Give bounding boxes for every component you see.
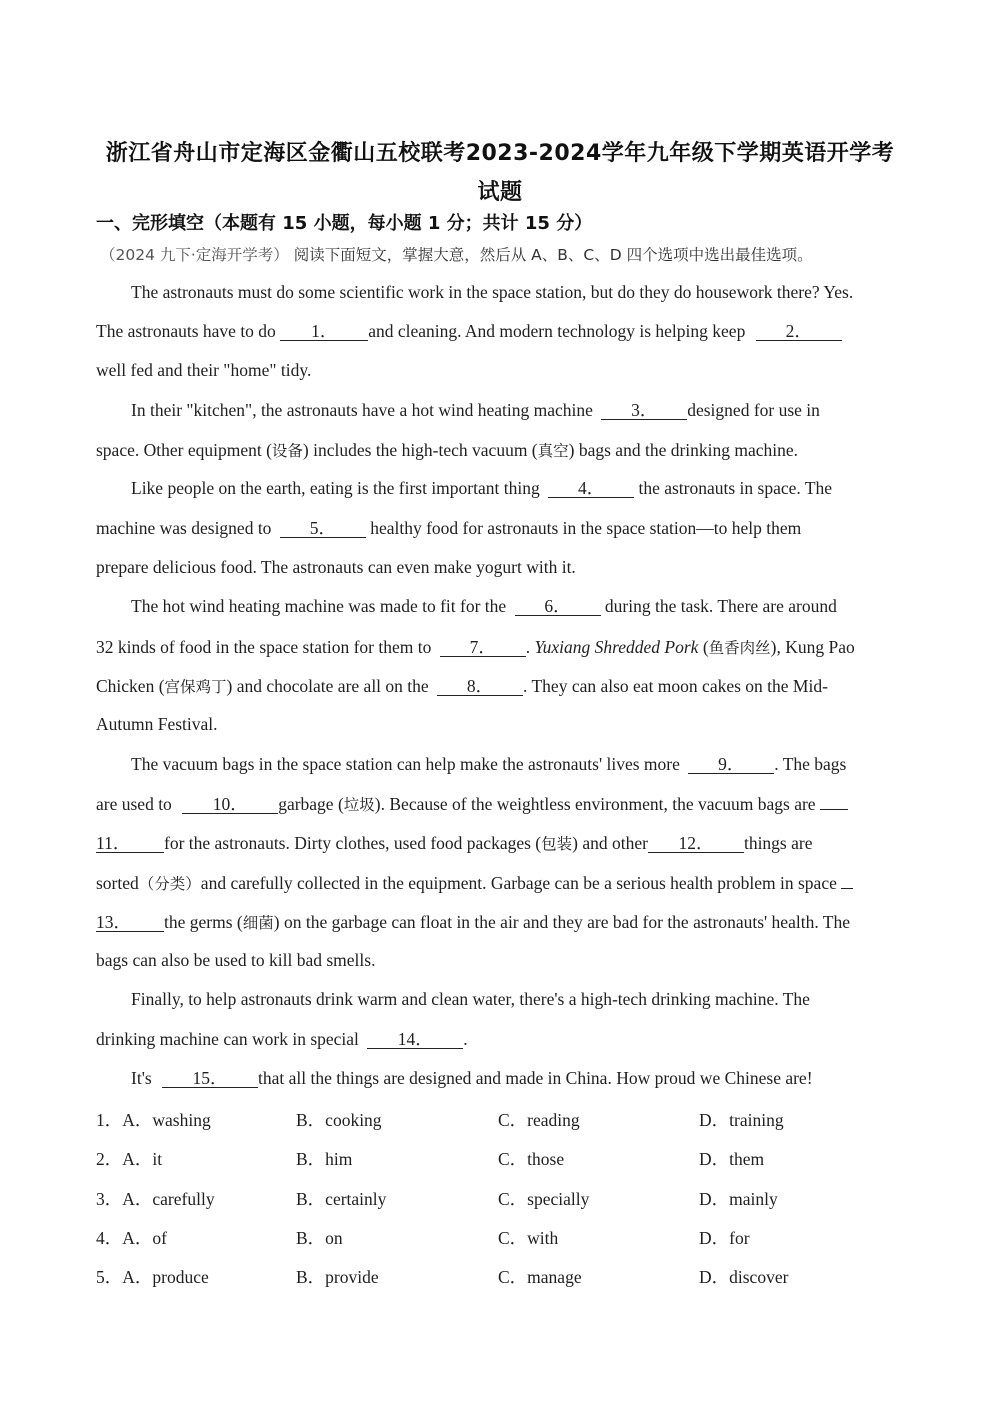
answer-blank-7[interactable]: 7．: [440, 638, 526, 657]
answer-blank-11-lead: [820, 809, 848, 810]
answer-blank-3[interactable]: 3．: [601, 401, 687, 420]
passage-text: (: [698, 637, 709, 657]
option-c[interactable]: C．manage: [498, 1267, 582, 1287]
passage-line: [96, 950, 375, 971]
passage-line: [131, 1068, 813, 1089]
answer-blank-12[interactable]: 12．: [648, 834, 744, 853]
passage-text: The vacuum bags in the space station can help make the astronauts' lives more: [131, 754, 685, 774]
passage-text: bags can also be used to kill bad smells.: [96, 950, 376, 970]
passage-line: [131, 596, 837, 617]
passage-text: 32 kinds of food in the space station for them to: [96, 637, 436, 657]
passage-line: [96, 1029, 468, 1050]
question-source: （2024 九下·定海开学考）: [100, 246, 289, 264]
chinese-gloss: 包装: [541, 835, 573, 853]
passage-text: The astronauts must do some scientific work in the space station, but do they do housework there? Yes.: [131, 282, 854, 302]
chinese-gloss: 垃圾: [343, 796, 375, 814]
passage-text: Chicken (: [96, 676, 165, 696]
chinese-gloss: 宫保鸡丁: [164, 678, 227, 696]
passage-line: [96, 360, 311, 381]
passage-line: [96, 321, 842, 342]
question-options-2: [96, 1146, 956, 1170]
option-b[interactable]: B．certainly: [296, 1189, 387, 1209]
question-options-1: [96, 1107, 956, 1131]
option-a[interactable]: 5．A．produce: [96, 1267, 209, 1287]
option-b[interactable]: B．on: [296, 1228, 343, 1248]
option-b[interactable]: B．cooking: [296, 1110, 382, 1130]
passage-text: the astronauts in space. The: [634, 478, 833, 498]
passage-text: Finally, to help astronauts drink warm and clean water, there's a high-tech drinking machine. The: [131, 989, 810, 1009]
answer-blank-2[interactable]: 2．: [756, 322, 842, 341]
option-d[interactable]: D．discover: [699, 1267, 789, 1287]
passage-text: The hot wind heating machine was made to fit for the: [131, 596, 511, 616]
passage-text: drinking machine can work in special: [96, 1029, 364, 1049]
option-b[interactable]: B．him: [296, 1149, 353, 1169]
option-c[interactable]: C．specially: [498, 1189, 590, 1209]
passage-line: [96, 439, 798, 461]
answer-blank-6[interactable]: 6．: [515, 597, 601, 616]
passage-text: and carefully collected in the equipment. Garbage can be a serious health problem in space: [200, 873, 842, 893]
answer-blank-14[interactable]: 14．: [367, 1030, 463, 1049]
passage-text: ) and other: [572, 833, 648, 853]
answer-blank-5[interactable]: 5．: [280, 519, 366, 538]
passage-text: space. Other equipment (: [96, 440, 272, 460]
option-a[interactable]: 2．A．it: [96, 1149, 163, 1169]
answer-blank-10[interactable]: 10．: [182, 795, 278, 814]
passage-line: [131, 989, 810, 1010]
page-title-continued: 试题: [477, 180, 523, 205]
option-c[interactable]: C．with: [498, 1228, 559, 1248]
passage-line: [96, 518, 801, 539]
dish-name: Yuxiang Shredded Pork: [534, 637, 699, 657]
passage-line: [131, 282, 853, 303]
passage-text: ) bags and the drinking machine.: [568, 440, 799, 460]
passage-text: garbage (: [278, 794, 344, 814]
passage-text: prepare delicious food. The astronauts can even make yogurt with it.: [96, 557, 576, 577]
passage-text: healthy food for astronauts in the space station—to help them: [365, 518, 802, 538]
chinese-gloss: 鱼香肉丝: [708, 639, 771, 657]
passage-line: [96, 557, 576, 578]
option-a[interactable]: 1．A．washing: [96, 1110, 211, 1130]
passage-text: ) on the garbage can float in the air and they are bad for the astronauts' health. The: [273, 912, 850, 932]
option-d[interactable]: D．them: [699, 1149, 765, 1169]
option-a[interactable]: 3．A．carefully: [96, 1189, 215, 1209]
option-d[interactable]: D．training: [699, 1110, 784, 1130]
passage-text: things are: [743, 833, 813, 853]
chinese-gloss: 设备: [271, 442, 303, 460]
chinese-gloss: （分类）: [138, 875, 201, 893]
passage-text: Like people on the earth, eating is the first important thing: [131, 478, 545, 498]
passage-line: [96, 911, 850, 933]
passage-text: the germs (: [164, 912, 243, 932]
option-c[interactable]: C．reading: [498, 1110, 580, 1130]
passage-text: ). Because of the weightless environment, the vacuum bags are: [374, 794, 820, 814]
answer-blank-1[interactable]: 1．: [280, 322, 368, 341]
answer-blank-9[interactable]: 9．: [688, 755, 774, 774]
passage-text: for the astronauts. Dirty clothes, used food packages (: [164, 833, 542, 853]
passage-line: [131, 400, 820, 421]
passage-text: Autumn Festival.: [96, 714, 218, 734]
passage-text: . They can also eat moon cakes on the Mid-: [523, 676, 828, 696]
passage-text: .: [525, 637, 535, 657]
option-b[interactable]: B．provide: [296, 1267, 379, 1287]
question-options-5: [96, 1264, 956, 1288]
passage-text: . The bags: [774, 754, 847, 774]
option-c[interactable]: C．those: [498, 1149, 565, 1169]
passage-line: [96, 793, 848, 815]
passage-text: sorted: [96, 873, 139, 893]
answer-blank-4[interactable]: 4．: [548, 479, 634, 498]
passage-text: The astronauts have to do: [96, 321, 281, 341]
passage-text: are used to: [96, 794, 177, 814]
passage-text: In their "kitchen", the astronauts have a hot wind heating machine: [131, 400, 598, 420]
page-title: 浙江省舟山市定海区金衢山五校联考2023-2024学年九年级下学期英语开学考: [105, 141, 895, 166]
passage-text: during the task. There are around: [600, 596, 837, 616]
chinese-gloss: 真空: [537, 442, 569, 460]
question-options-3: [96, 1186, 956, 1210]
passage-text: It's: [131, 1068, 157, 1088]
passage-text: that all the things are designed and made in China. How proud we Chinese are!: [258, 1068, 813, 1088]
option-a[interactable]: 4．A．of: [96, 1228, 167, 1248]
instruction-text: 阅读下面短文，掌握大意，然后从 A、B、C、D 四个选项中选出最佳选项。: [293, 246, 813, 264]
section-instruction: [100, 243, 813, 265]
answer-blank-11[interactable]: 11．: [96, 834, 164, 853]
passage-line: [96, 832, 812, 854]
passage-line: [131, 478, 832, 499]
passage-line: [96, 675, 828, 697]
section-heading: 一、完形填空（本题有 15 小题，每小题 1 分；共计 15 分）: [96, 213, 593, 234]
passage-line: [96, 714, 218, 735]
passage-text: .: [463, 1029, 468, 1049]
passage-text: designed for use in: [687, 400, 820, 420]
passage-text: ), Kung Pao: [770, 637, 855, 657]
answer-blank-13[interactable]: 13．: [96, 913, 164, 932]
question-options-4: [96, 1225, 956, 1249]
passage-text: ) includes the high-tech vacuum (: [302, 440, 538, 460]
answer-blank-15[interactable]: 15．: [162, 1069, 258, 1088]
passage-line: [96, 636, 855, 658]
passage-line: [131, 754, 846, 775]
passage-line: [96, 872, 853, 894]
passage-text: ) and chocolate are all on the: [226, 676, 434, 696]
passage-text: well fed and their "home" tidy.: [96, 360, 312, 380]
option-d[interactable]: D．for: [699, 1228, 750, 1248]
option-d[interactable]: D．mainly: [699, 1189, 778, 1209]
answer-blank-8[interactable]: 8．: [437, 677, 523, 696]
chinese-gloss: 细菌: [242, 914, 274, 932]
passage-text: and cleaning. And modern technology is helping keep: [368, 321, 750, 341]
answer-blank-13-lead: [841, 888, 853, 889]
passage-text: machine was designed to: [96, 518, 276, 538]
